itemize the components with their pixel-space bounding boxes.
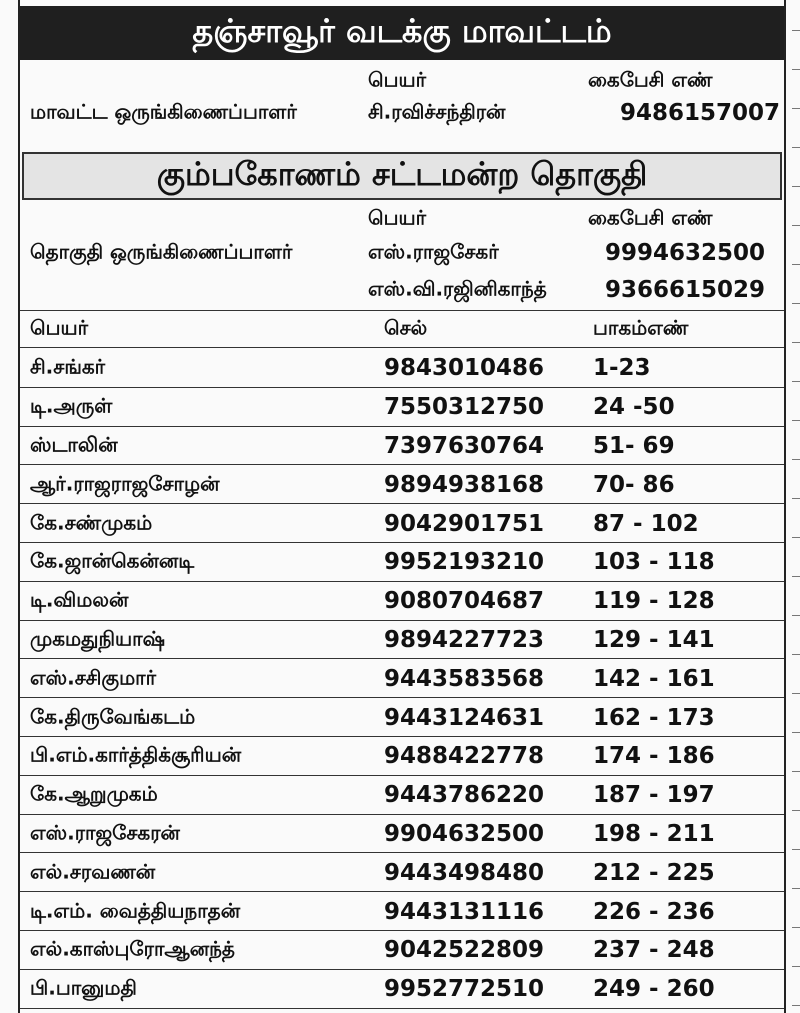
constituency-coordinator-phone: 9366615029 [605,276,766,303]
edge-tick [792,420,800,421]
row-divider [20,1008,784,1009]
row-name: ஆர்.ராஜராஜசோழன் [30,471,220,496]
row-booth: 187 - 197 [593,782,715,809]
district-header: தஞ்சாவூர் வடக்கு மாவட்டம் [20,6,784,60]
table-row [20,349,784,388]
edge-tick [792,69,800,70]
row-name: எஸ்.ராஜசேகரன் [30,820,180,845]
row-cell: 9894938168 [384,471,545,498]
table-row [20,815,784,854]
row-cell: 7397630764 [384,432,545,459]
row-booth: 129 - 141 [593,626,715,653]
edge-tick [792,30,800,31]
row-name: சி.சங்கர் [30,354,106,379]
table-row [20,659,784,698]
table-row [20,388,784,427]
row-name: எல்.காஸ்புரோஆனந்த் [30,936,235,961]
table-row [20,737,784,776]
row-booth: 24 -50 [593,394,675,421]
row-booth: 237 - 248 [593,937,715,964]
row-cell: 7550312750 [384,394,545,421]
row-name: எஸ்.சசிகுமார் [30,665,157,690]
table-row [20,892,784,931]
edge-tick [792,966,800,967]
edge-tick [792,576,800,577]
row-cell: 9443131116 [384,898,545,925]
name-column-header: பெயர் [368,205,427,229]
constituency-header: கும்பகோணம் சட்டமன்ற தொகுதி [22,152,782,200]
edge-tick [792,186,800,187]
row-name: கே.ஆறுமுகம் [30,781,158,806]
district-coordinator-name: சி.ரவிச்சந்திரன் [368,99,506,123]
row-name: முகமதுநியாஷ் [30,626,165,651]
edge-tick [792,771,800,772]
edge-tick [792,459,800,460]
row-booth: 226 - 236 [593,898,715,925]
constituency-coordinator-header-row [20,200,784,237]
edge-tick [792,693,800,694]
table-row [20,698,784,737]
row-name: கே.ஜான்கென்னடி [30,548,195,573]
edge-tick [792,342,800,343]
row-cell: 9894227723 [384,626,545,653]
row-cell: 9443124631 [384,704,545,731]
row-name: டி.அருள் [30,393,113,418]
row-name: டி.எம். வைத்தியநாதன் [30,898,241,923]
row-booth: 51- 69 [593,432,675,459]
district-coordinator-role: மாவட்ட ஒருங்கிணைப்பாளர் [30,99,297,123]
row-name: எல்.சரவணன் [30,859,156,884]
row-name: பி.எம்.கார்த்திக்சூரியன் [30,742,242,767]
edge-tick [792,927,800,928]
edge-tick [792,1005,800,1006]
table-row [20,970,784,1009]
cell-header: செல் [384,315,428,340]
row-booth: 249 - 260 [593,976,715,1003]
edge-tick [792,849,800,850]
document-frame [18,0,786,1013]
row-name: கே.சண்முகம் [30,510,153,535]
row-booth: 103 - 118 [593,549,715,576]
row-cell: 9904632500 [384,820,545,847]
row-name: ஸ்டாலின் [30,432,118,457]
row-cell: 9952193210 [384,549,545,576]
row-booth: 119 - 128 [593,588,715,615]
row-cell: 9042522809 [384,937,545,964]
edge-tick [792,498,800,499]
row-booth: 87 - 102 [593,510,699,537]
table-row [20,504,784,543]
table-header-row [20,311,784,347]
row-booth: 142 - 161 [593,665,715,692]
constituency-coordinator-row [20,234,784,271]
row-booth: 70- 86 [593,471,675,498]
row-booth: 198 - 211 [593,820,715,847]
row-cell: 9042901751 [384,510,545,537]
table-row [20,582,784,621]
constituency-coordinator-phone: 9994632500 [605,239,766,266]
constituency-coordinator-row [20,271,784,308]
page-edge-marks [786,0,800,1013]
divider [20,347,784,348]
constituency-coordinator-role: தொகுதி ஒருங்கிணைப்பாளர் [30,239,293,263]
name-column-header: பெயர் [368,67,427,91]
table-row [20,931,784,970]
row-name: டி.விமலன் [30,587,129,612]
phone-column-header: கைபேசி எண் [588,67,713,91]
district-coordinator-phone: 9486157007 [620,99,781,126]
row-cell: 9843010486 [384,355,545,382]
edge-tick [792,654,800,655]
row-cell: 9443498480 [384,859,545,886]
edge-tick [792,303,800,304]
edge-tick [792,537,800,538]
table-row [20,543,784,582]
edge-tick [792,615,800,616]
table-row [20,427,784,466]
row-booth: 174 - 186 [593,743,715,770]
row-cell: 9443583568 [384,665,545,692]
table-row [20,465,784,504]
row-cell: 9952772510 [384,976,545,1003]
edge-tick [792,108,800,109]
constituency-coordinator-name: எஸ்.வி.ரஜினிகாந்த் [368,276,547,300]
row-cell: 9080704687 [384,588,545,615]
row-booth: 212 - 225 [593,859,715,886]
edge-tick [792,147,800,148]
edge-tick [792,381,800,382]
row-booth: 1-23 [593,355,651,382]
name-header: பெயர் [30,315,89,340]
booth-header: பாகம்எண் [593,315,689,340]
row-name: பி.பானுமதி [30,975,137,1000]
district-coordinator-row [20,94,784,131]
table-row [20,776,784,815]
row-booth: 162 - 173 [593,704,715,731]
constituency-coordinator-name: எஸ்.ராஜசேகர் [368,239,499,263]
phone-column-header: கைபேசி எண் [588,205,713,229]
table-row [20,853,784,892]
row-cell: 9488422778 [384,743,545,770]
table-row [20,621,784,660]
edge-tick [792,888,800,889]
row-name: கே.திருவேங்கடம் [30,704,196,729]
row-cell: 9443786220 [384,782,545,809]
edge-tick [792,264,800,265]
edge-tick [792,732,800,733]
edge-tick [792,225,800,226]
edge-tick [792,810,800,811]
